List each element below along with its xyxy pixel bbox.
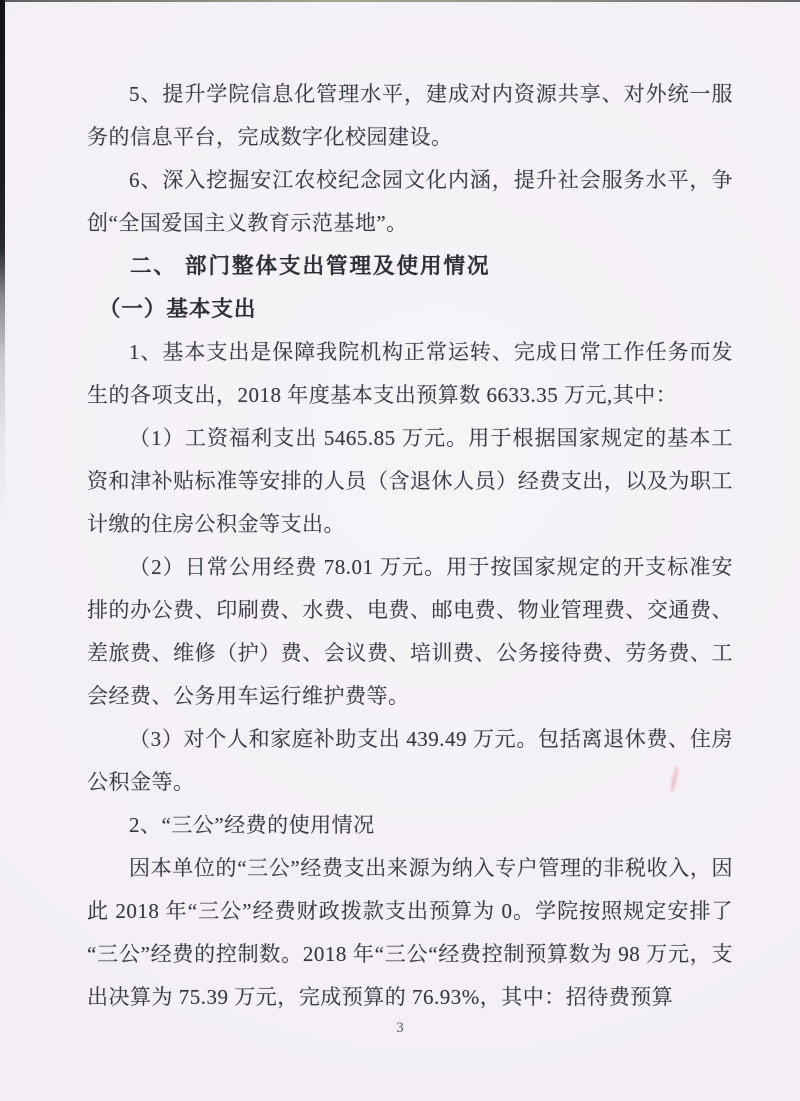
paragraph: 1、基本支出是保障我院机构正常运转、完成日常工作任务而发生的各项支出，2018 年度基本支出预算数 6633.35 万元,其中： [87,340,733,407]
paragraph: 因本单位的“三公”经费支出来源为纳入专户管理的非税收入，因此 2018 年“三公”经费财政拨款支出预算为 0。学院按照规定安排了 “三公”经费的控制数。2018 年“三公“经费控制预算数为 98 万元，支出决算为 75.39 万元，完成预算的 76.93%，其中：招待费预算 [87,856,733,1009]
paragraph: 5、提升学院信息化管理水平，建成对内资源共享、对外统一服务的信息平台，完成数字化校园建设。 [87,82,733,149]
paragraph: （1）工资福利支出 5465.85 万元。用于根据国家规定的基本工资和津补贴标准等安排的人员（含退休人员）经费支出，以及为职工计缴的住房公积金等支出。 [87,426,733,536]
paragraph: （2）日常公用经费 78.01 万元。用于按国家规定的开支标准安排的办公费、印刷费、水费、电费、邮电费、物业管理费、交通费、差旅费、维修（护）费、会议费、培训费、公务接待费、劳务费、工会经费、公务用车运行维护费等。 [87,555,733,708]
paragraph: 6、深入挖掘安江农校纪念园文化内涵，提升社会服务水平，争创“全国爱国主义教育示范基地”。 [87,168,733,235]
document-body [87,73,733,1019]
paragraph: （3）对个人和家庭补助支出 439.49 万元。包括离退休费、住房公积金等。 [87,727,733,794]
scan-artifact-top-edge [0,0,800,2]
section-heading: （一）基本支出 [98,297,257,321]
page-number: 3 [396,1020,404,1036]
section-heading: 二、 部门整体支出管理及使用情况 [130,254,491,278]
paragraph: 2、“三公”经费的使用情况 [129,813,375,837]
scan-artifact-left-edge [0,0,5,620]
